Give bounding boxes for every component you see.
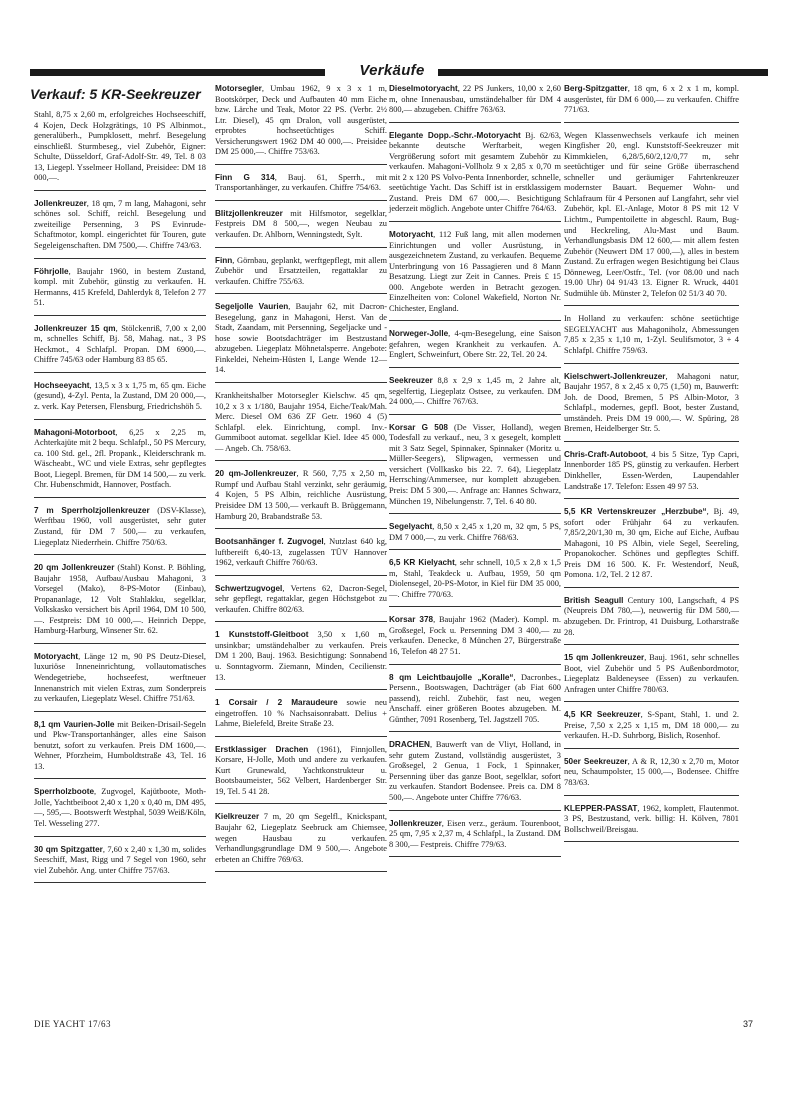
- ad-heading: 6,5 KR Kielyacht: [389, 558, 455, 568]
- ad-text: , 112 Fuß lang, mit allen modernen Einrichtungen und voller Ausrüstung, in ausgezeichnetem Zustand, zu verkaufen. Bequeme Unterbringung von 16 Passagieren und 8 Mann Besatzung. Liegt zur Zeit in Cannes. Preis £ 15 000. Angebote werden in Betracht gezogen. Einzelheiten von: Colonel Wakefield, Norton Nr. Chichester, England.: [389, 230, 561, 313]
- classified-ad: [564, 372, 739, 442]
- ad-heading: 30 qm Spitzgatter: [34, 844, 103, 854]
- ad-text: , 1962, komplett, Flautenmot. 3 PS, Bestzustand, verk. billig: H. Kölven, 7801 Bollschweil/Breisgau.: [564, 803, 739, 834]
- ad-text: , Nutzlast 640 kg, luftbereift 6,40-13, zugelassen TÜV Hannover 1962, verkauft Chiffre 760/63.: [215, 537, 387, 568]
- ad-heading: Erstklassiger Drachen: [215, 744, 309, 754]
- ad-heading: Berg-Spitzgatter: [564, 84, 628, 93]
- classified-ad: [34, 199, 206, 259]
- section-title: Verkäufe: [359, 62, 425, 79]
- ad-heading: 8,1 qm Vaurien-Jolle: [34, 719, 115, 729]
- ad-text: mit Beiken-Drisail-Segeln und Pkw-Transportanhänger, alles eine Saison benutzt, sofort zu verkaufen. Preis DM 1600,—. Wehner, Pforzheim, Humboldtstraße 43, Tel. 16 13.: [34, 719, 206, 771]
- ad-heading: Motoryacht: [389, 230, 434, 240]
- classified-ad: [215, 209, 387, 248]
- classified-ad: [215, 812, 387, 872]
- ad-heading: British Seagull: [564, 595, 624, 605]
- classified-ad: [34, 267, 206, 316]
- ad-heading: 4,5 KR Seekreuzer: [564, 710, 641, 720]
- ad-text: , Dacronbes., Persenn., Bootswagen, Dachträger (ab Fiat 600 passend), reichl. Zubehör, fast neu, wegen Anschaff. einer größeren Bootes abzugeben. M. Günther, 7091 Rosenberg, Tel. Jagstzell 705.: [389, 672, 562, 724]
- ad-heading: Jollenkreuzer: [34, 198, 87, 208]
- classified-ad: [34, 110, 206, 191]
- ad-text: , Bauwerft van de Vliyt, Holland, in sehr gutem Zustand, vollständig ausgerüstet, 3 Großsegel, 2 Genua, 1 Fock, 1 Spinnaker, Persenning über das ganze Boot, segelklar, sofort zu verkaufen. Standort Bodensee. Preis ca. DM 8 500,—. Angebote unter Chiffre 776/63.: [389, 740, 561, 802]
- classified-ad: [389, 84, 561, 123]
- classified-ad: [389, 558, 561, 607]
- classified-ad: [564, 653, 739, 702]
- ad-text: , 22 PS Junkers, 10,00 x 2,60 m, ohne Innenausbau, umständehalber für DM 4 800,— abzugeben. Chiffre 763/63.: [389, 84, 561, 115]
- ad-column-4: [564, 84, 739, 850]
- ad-column-3: [389, 84, 561, 865]
- classified-ad: [389, 522, 561, 550]
- ad-heading: Hochseeyacht: [34, 380, 90, 390]
- ad-heading: 50er Seekreuzer: [564, 756, 628, 766]
- classified-ad: [215, 256, 387, 295]
- ad-text: , Vertens 62, Dacron-Segel, sehr gepflegt, regattaklar, gegen Höchstgebot zu verkaufen. Chiffre 802/63.: [215, 583, 387, 614]
- ad-heading: Seekreuzer: [389, 376, 433, 386]
- ad-text: (De Visser, Holland), wegen Todesfall zu verkauf., neu, 3 x gesegelt, komplett mit 3 Satz Segel, Spinnaker, Spinnaker (Moritz u. Müller-Seegers), Slipwagen, vermessen und versichert (Vollkasko bis 22. 7. 64), Liegeplatz Herrsching/Ammersee, nur komplett abzugeben. Preis: DM 5 300,—. Anfrage an: Hannes Schwarz, München 19, Nibelungenstr. 7, Tel. 6 40 80.: [389, 422, 561, 506]
- classified-ad: [215, 630, 387, 690]
- ad-heading: Motorsegler: [215, 84, 262, 93]
- classified-ad: [564, 507, 739, 588]
- classified-ad: [564, 450, 739, 499]
- classified-ad: [564, 131, 739, 307]
- ad-text: , 4-qm-Besegelung, eine Saison gefahren, wegen Krankheit zu verkaufen. A. Englert, Schweinfurt, Obere Str. 22, Tel. 20 24.: [389, 329, 561, 360]
- ad-text: , sehr schnell, 10,5 x 2,8 x 1,5 m, Stahl, Teakdeck u. Aufbau, 1959, 50 qm Diolensegel, 20-PS-Motor, in Kiel für DM 35 000,—. Chiffre 770/63.: [389, 558, 561, 599]
- ad-text: Century 100, Langschaft, 4 PS (Neupreis DM 780,—), neuwertig für DM 580,— abzugeben. Dr. Frintrop, 41 Duisburg, Lotharstraße 28.: [564, 595, 739, 637]
- classified-ad: [34, 845, 206, 884]
- ad-heading: 20 qm Jollenkreuzer: [34, 563, 115, 573]
- classified-ad: [34, 428, 206, 498]
- ad-heading: Blitzjollenkreuzer: [215, 208, 283, 218]
- ad-text: , A & R, 12,30 x 2,70 m, Motor neu, Schaumpolster, 15 000,—, Bodensee. Chiffre 783/63.: [564, 756, 739, 787]
- ad-text: , Mahagoni natur, Baujahr 1957, 8 x 2,45 x 0,75 (1,50) m, Bauwerft: Joh. de Dood, Bremen, 5 PS Albin-Motor, 3 Schlafpl., modernes, gepfl. Boot, bester Zustand, umständeh. Preis DM 19 000,—. W. Spüring, 28 Bremen, Heidelberger Str. 5.: [564, 371, 739, 434]
- classified-ad: [34, 720, 206, 780]
- banner-rule-right: [438, 69, 768, 76]
- classified-ad: [34, 563, 206, 644]
- ad-heading: Norweger-Jolle: [389, 329, 449, 339]
- classified-ad: [564, 757, 739, 796]
- classified-ad: [564, 710, 739, 749]
- classified-ad: [564, 596, 739, 645]
- ad-heading: Föhrjolle: [34, 266, 69, 276]
- ad-text: Bj. 62/63, bekannte deutsche Werftarbeit, wegen Vergrößerung sofort mit gesamtem Zubehör zu verkaufen. Mahagoni-Vollholz 9 x 2,85 x 0,70 m mit 2 x 120 PS Volvo-Penta Innenborder, schnelle, seetüchtige Yacht. Das Schiff ist in erstklassigem Zustand. Preis DM 67 000,—. Besichtigung jederzeit möglich. Angebote unter Chiffre 764/63.: [389, 130, 561, 214]
- classified-ad: [34, 324, 206, 373]
- ad-heading: Bootsanhänger f. Zugvogel: [215, 537, 324, 547]
- classified-ad: [215, 698, 387, 737]
- ad-heading: 5,5 KR Vertenskreuzer „Herzbube“: [564, 507, 707, 517]
- ad-heading: 20 qm-Jollenkreuzer: [215, 469, 297, 479]
- ad-text: (Stahl) Konst. P. Böhling, Baujahr 1958, Aufbau/Ausbau Mahagoni, 3 Vorsegel (Mako), 8-PS-Motor (Einbau), Propananlage, 12 Volt Stahlakku, segelklar, Volkskasko versichert bis April 1964, DM 10 500,—. Festpreis: DM 10 000,—. Heinrich Deppe, Hamburg-Harburg, Winsener Str. 62.: [34, 563, 206, 636]
- ad-text: (DSV-Klasse), Werftbau 1960, voll ausgerüstet, sehr guter Zustand, für DM 7 500,— zu verkaufen, Liegeplatz Niederrhein. Chiffre 750/63.: [34, 505, 206, 547]
- classified-ad: [564, 84, 739, 123]
- ad-heading: Motoryacht: [34, 651, 79, 661]
- ad-text: 8,8 x 2,9 x 1,45 m, 2 Jahre alt, segelfertig, Liegeplatz Ostsee, zu verkaufen. DM 24 000,—. Chiffre 767/63.: [389, 376, 561, 407]
- classified-ad: [34, 506, 206, 555]
- ad-heading: Finn G 314: [215, 172, 275, 182]
- classified-ad: [389, 423, 561, 514]
- ad-heading: Finn: [215, 255, 233, 265]
- ad-text: , Baujahr 62, mit Dacron-Besegelung, ganz in Mahagoni, Herst. Van de Stadt, Zaandam, mit Persenning, Segeljacke und -hose sowie Bootsdachträger im Bestzustand abzugeben. Liegeplatz Möhnetalsperre. Angebote: Finkeldei, Neheim-Hüsten I, Lange Wende 12—14.: [215, 302, 387, 375]
- ad-column-1: [34, 110, 206, 891]
- classified-ad: [389, 329, 561, 368]
- ad-heading: Schwertzugvogel: [215, 583, 283, 593]
- ad-text: , S-Spant, Stahl, 1. und 2. Preise, 7,50 x 2,25 x 1,15 m, DM 18 000,— zu verkaufen. H.-D. Suhrborg, Bislich, Rosenhof.: [564, 710, 739, 741]
- ad-text: , 6,25 x 2,25 m, Achterkajüte mit 2 bequ. Schlafpl., 50 PS Mercury, ca. 100 Std. gel., 2fl. Propank., Kleiderschrank m. Wäscheabt., WC und viele Extras, sehr gepflegtes Boot, Liegepl. Bremen, für DM 14 500,— zu verk. Chr. Hubenschmidt, Hannover, Postfach.: [34, 427, 206, 490]
- ad-text: , 18 qm, 6 x 2 x 1 m, kompl. ausgerüstet, für DM 6 000,— zu verkaufen. Chiffre 771/63.: [564, 84, 739, 115]
- classified-ad: [389, 740, 561, 810]
- ad-text: , 13,5 x 3 x 1,75 m, 65 qm. Eiche (gesund), 4-Zyl. Penta, la Zustand, DM 20 000,—, z. verk. Kay Petersen, Flensburg, Friedrichshöh 5.: [34, 380, 206, 412]
- ad-text: sowie neu eingetroffen. 10 % Nachsaisonrabatt. Delius + Lahme, Bielefeld, Breite Straße 23.: [215, 698, 387, 729]
- banner-rule-left: [30, 69, 325, 76]
- ad-text: (1961), Finnjollen, Korsare, H-Jolle, Moth und andere zu verkaufen. Kurt Grunewald, Yachtkonstrukteur u. Bootsbaumeister, 562 Velbert, Hardenberger Str. 19, Tel. 5 41 28.: [215, 744, 387, 796]
- ad-heading: Mahagoni-Motorboot: [34, 427, 116, 437]
- ad-heading: 1 Kunststoff-Gleitboot: [215, 630, 309, 640]
- ad-heading: Kielschwert-Jollenkreuzer: [564, 371, 666, 381]
- ad-heading: Korsar 378: [389, 615, 434, 625]
- footer-magazine-issue: DIE YACHT 17/63: [34, 1019, 111, 1029]
- classified-ad: [215, 584, 387, 623]
- ad-heading: DRACHEN: [389, 740, 430, 750]
- classified-ad: [389, 230, 561, 321]
- ad-text: 7 m, 20 qm Segelfl., Knickspant, Baujahr 62, Liegeplatz Seebruck am Chiemsee, wegen Hausbau zu verkaufen. Verhandlungsgrundlage DM 9 500,—. Angebote erbeten an Chiffre 769/63.: [215, 812, 387, 864]
- classified-ad: [389, 615, 561, 664]
- ad-text: , Umbau 1962, 9 x 3 x 1 m, Bootskörper, Deck und Aufbauten 40 mm Eiche bzw. Lärche und Teak, Motor 22 PS. (Verbr. 2½ Ltr. Diesel), 45 qm Dralon, voll ausgerüstet, erprobtes hochseetüchtiges Schiff. Versicherungswert 1962 DM 40 000,—. Preisidee DM 25 000,—. Chiffre 753/63.: [215, 84, 387, 157]
- ad-text: , Bauj. 61, Sperrh., mit Transportanhänger, zu verkaufen. Chiffre 754/63.: [215, 172, 387, 193]
- classified-ad: [389, 673, 561, 733]
- ad-text: , R 560, 7,75 x 2,50 m, Rumpf und Aufbau Stahl verzinkt, sehr geräumig, 4 Kojen, 5 PS Albin, reichliche Ausrüstung, Preisidee DM 13 500,— verkauft B. Brüggemann, Hamburg 20, Brabandstraße 53.: [215, 469, 387, 521]
- ad-heading: Kielkreuzer: [215, 812, 260, 822]
- classified-ad: [215, 302, 387, 383]
- classified-ad: [389, 131, 561, 222]
- classified-ad: [215, 537, 387, 576]
- ad-heading: 8 qm Leichtbaujolle „Koralle“: [389, 672, 514, 682]
- ad-heading: Elegante Dopp.-Schr.-Motoryacht: [389, 130, 521, 140]
- ad-heading: Jollenkreuzer 15 qm: [34, 323, 116, 333]
- ad-text: , Bauj. 1961, sehr schnelles Boot, viel Zubehör und 5 PS Außenbordmotor, Liegeplatz Baldeneysee (Essen) zu verkaufen. Anfragen unter Chiffre 780/63.: [564, 653, 739, 694]
- ad-text: , Görnbau, geplankt, werftgepflegt, mit allem Zubehör und Ersatzteilen, regattaklar zu verkaufen. Chiffre 755/63.: [215, 255, 387, 286]
- ad-heading: 1 Corsair / 2 Maraudeure: [215, 698, 338, 708]
- ad-text: Krankheitshalber Motorsegler Kielschw. 45 qm, 10,2 x 3 x 1/180, Baujahr 1954, Eiche/Teak/Mah. Merc. Diesel OM 636 ZF Getr. 1960 4 (5) Schlafpl. elek. Einrichtung, compl. Inv.-Gummiboot automat. segelklar Kiel. Idee 45 000,— Angeb. Ch. 758/63.: [215, 391, 387, 453]
- ad-text: , Länge 12 m, 90 PS Deutz-Diesel, luxuriöse Inneneinrichtung, vollautomatisches Wendegetriebe, hochseefest, werftneuer Innenanstrich mit vielen Extras, zum Sonderpreis zu verkaufen, Liegeplatz Wesel. Chiffre 751/63.: [34, 651, 206, 704]
- classified-ad: [389, 376, 561, 415]
- ad-text: , 7,60 x 2,40 x 1,30 m, solides Seeschiff, Mast, Rigg und 7 Segel von 1960, sehr viel Zubehör. Ang. unter Chiffre 757/63.: [34, 844, 207, 875]
- ad-heading: Segelyacht: [389, 522, 433, 532]
- classified-ad: [215, 391, 387, 461]
- ad-heading: Jollenkreuzer: [389, 818, 442, 828]
- ad-text: , Zugvogel, Kajütboote, Moth-Jolle, Yachtbeiboot 2,40 x 1,20 x 0,40 m, DM 495,—, 595,—. Bootswerft Westphal, 5039 Weiß/Köln, Tel. Wesseling 277.: [34, 787, 206, 828]
- ad-text: , 18 qm, 7 m lang, Mahagoni, sehr schönes sol. Schiff, reichl. Besegelung und zweiteilige Persenning, 3 PS Evinrude-Schaftmotor, kompl. eingerichtet für Touren, gute Segeleigenschaften. DM 7500,—. Chiffre 743/63.: [34, 198, 206, 251]
- classified-ad: [564, 804, 739, 843]
- ad-text: , Baujahr 1960, in bestem Zustand, kompl. mit Zubehör, günstig zu verkaufen. H. Hermanns, 415 Krefeld, Dahlerdyk 8, Telefon 2 77 51.: [34, 266, 206, 308]
- ad-text: , Eisen verz., geräum. Tourenboot, 25 qm, 7,95 x 2,37 m, 4 Schlafpl., la Zustand. DM 8 300,— Festpreis. Chiffre 779/63.: [389, 818, 561, 849]
- ad-text: mit Hilfsmotor, segelklar, Festpreis DM 8 500,—, wegen Neubau zu verkaufen. Dr. Ahlborn, Wenningstedt, Sylt.: [215, 208, 387, 240]
- ad-text: Stahl, 8,75 x 2,60 m, erfolgreiches Hochseeschiff, 4 Kojen, Deck Holzgrätings, 10 PS Albinmot., generalüberh., Pumpklosett, mehrf. Besegelung einschließl. Sturmbeseg., viel Zubehör, Eigner: Schulte, Düsseldorf, Graf-Adolf-Str. 49, Tel. 8 03 13, Liegepl. Ysselmeer Holland, Preisidee: DM 18 000,—.: [34, 110, 206, 183]
- ad-heading: Korsar G 508: [389, 422, 448, 432]
- ad-text: , Bj. 49, sofort oder Frühjahr 64 zu verkaufen. 7,85/2,20/1,30 m, 30 qm, Eiche auf Eiche, Aufbau Mahagoni, 10 PS Albin, viele Segel, Seereling, Propanokocher. Schönes und gepflegtes Schiff. Preis DM 16 500. K. Fr. Westendorf, Neuß, Pomona. 1/2, Tel. 2 12 87.: [564, 507, 739, 580]
- classified-ad: [389, 819, 561, 858]
- ad-text: , 8,50 x 2,45 x 1,20 m, 32 qm, 5 PS, DM 7 000,—, zu verk. Chiffre 768/63.: [389, 522, 561, 542]
- ad-text: 3,50 x 1,60 m, unsinkbar; umständehalber zu verkaufen. Preis DM 1 200, Bauj. 1963. Besichtigung: Sonnabend u. Sonntagvorm. Ziemann, Minden, Cecilienstr. 13.: [215, 630, 387, 682]
- page-heading: Verkauf: 5 KR-Seekreuzer: [30, 86, 201, 102]
- footer-page-number: 37: [743, 1019, 754, 1029]
- ad-heading: KLEPPER-PASSAT: [564, 803, 638, 813]
- ad-column-2: [215, 84, 387, 880]
- ad-text: , 4 bis 5 Sitze, Typ Capri, Innenborder 185 PS, günstig zu verkaufen. Herbert Dinkheller, Essen-Werden, Laupendahler Landstraße 17. Telefon: Essen 49 97 53.: [564, 449, 739, 491]
- ad-heading: 7 m Sperrholzjollenkreuzer: [34, 505, 150, 515]
- ad-heading: Segeljolle Vaurien: [215, 302, 289, 312]
- ad-heading: 15 qm Jollenkreuzer: [564, 653, 645, 663]
- classified-ad: [34, 787, 206, 836]
- ad-text: , Stölckenriß, 7,00 x 2,00 m, schnelles Schiff, Bj. 58, Mahag. nat., 3 PS Heckmot., 4 Schlafpl. Propan. DM 6900,—. Chiffre 745/63 oder Hamburg 83 85 65.: [34, 323, 206, 365]
- ad-heading: Chris-Craft-Autoboot: [564, 449, 646, 459]
- classified-ad: [34, 652, 206, 712]
- classified-ad: [215, 173, 387, 201]
- classified-ad: [215, 745, 387, 805]
- ad-heading: Sperrholzboote: [34, 787, 95, 797]
- ad-text: In Holland zu verkaufen: schöne seetüchtige SEGELYACHT aus Mahagoniholz, Abmessungen 7,85 x 2,35 x 1,10 m, 1-Zyl. Seulifsmotor, 3 + 4 Schlafpl. Chiffre 759/63.: [564, 314, 739, 356]
- classified-ad: [215, 469, 387, 529]
- classified-ad: [215, 84, 387, 165]
- ad-heading: Dieselmotoryacht: [389, 84, 458, 93]
- classified-ad: [34, 381, 206, 420]
- ad-text: Wegen Klassenwechsels verkaufe ich meinen Kingfisher 20, engl. Kunststoff-Seekreuzer mit Kimmkielen, 6,28/5,60/2,12/0,77 m, sehr seetüchtiger und für seine Größe überraschend schneller und geräumiger Fahrtenkreuzer modernster Bauart. Bequemer Wohn- und Schlafraum für 4 Personen auf Langfahrt, sehr viel Zubehör, kpl. El.-Anlage, Motor 8 PS mit 12 V Lichtm., Pumpentoilette in abgeschl. Raum, Bug- und Heckreling, Alu-Mast und Baum. Verhandlungsbasis DM 12 600,— mit allem festen Zubehör (Neuwert DM 17 000,—), alles in bestem Zustand. Zu erfragen wegen Besichtigung bei Claus Dönneweg, Leer/Ostfr., Tel. (vor 08.00 und nach 19.00 Uhr) 04 91/43 13. Eigner R. Wruck, 4401 Sudmühle üb. Münster 2, Telefon 02 51/3 40 70.: [564, 130, 739, 298]
- section-banner: [30, 62, 768, 79]
- ad-text: , Baujahr 1962 (Mader). Kompl. m. Großsegel, Fock u. Persenning DM 3 400,— zu verkaufen. Denecke, 8 München 27, Bürgerstraße 16, Telefon 48 27 51.: [389, 615, 561, 656]
- classified-ad: [564, 314, 739, 363]
